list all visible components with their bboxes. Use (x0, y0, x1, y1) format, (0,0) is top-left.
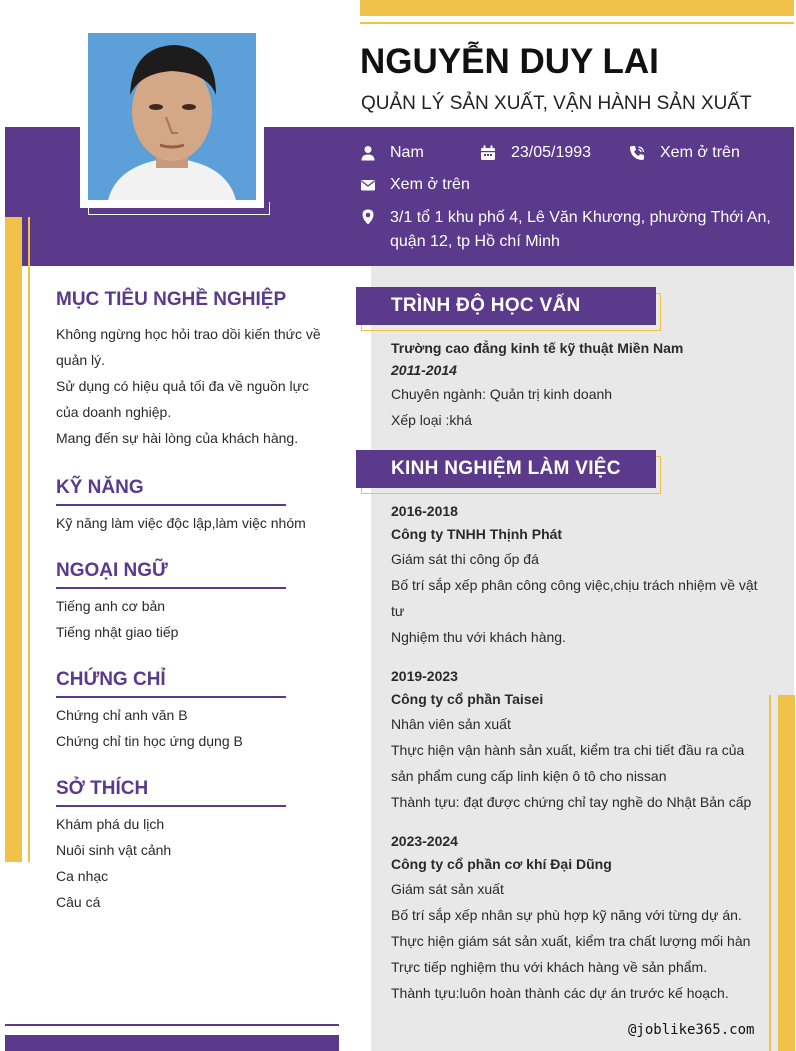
job-company: Công ty cổ phần cơ khí Đại Dũng (391, 856, 612, 872)
gender-value: Nam (390, 144, 424, 161)
certificates-section (56, 669, 326, 754)
languages-underline (56, 587, 286, 589)
job-company: Công ty cổ phần Taisei (391, 691, 544, 707)
hobby-item: Câu cá (56, 894, 101, 910)
school-name: Trường cao đẳng kinh tế kỹ thuật Miền Nam (391, 340, 684, 356)
education-heading: TRÌNH ĐỘ HỌC VẤN (391, 295, 581, 316)
left-gold-bar (5, 217, 22, 862)
birthdate-value: 23/05/1993 (511, 144, 592, 161)
job-period: 2016-2018 (391, 503, 458, 519)
watermark-text: @joblike365.com (628, 1022, 755, 1038)
contact-gender (360, 142, 424, 164)
skills-heading: KỸ NĂNG (56, 477, 144, 498)
contact-address (360, 206, 771, 254)
certificates-heading: CHỨNG CHỈ (56, 669, 166, 690)
school-period: 2011-2014 (391, 362, 457, 378)
job-line: Nghiệm thu với khách hàng. (391, 629, 566, 645)
hobby-item: Ca nhạc (56, 868, 109, 884)
experience-heading: KINH NGHIỆM LÀM VIỆC (391, 458, 621, 479)
job-line: Thực hiện giám sát sản xuất, kiểm tra chất lượng mối hàn (391, 933, 751, 949)
objective-line: quản lý. (56, 352, 106, 368)
education-details (391, 337, 761, 433)
certificate-item: Chứng chỉ tin học ứng dụng B (56, 733, 243, 749)
map-pin-icon (360, 209, 376, 225)
address-line-1: 3/1 tổ 1 khu phố 4, Lê Văn Khương, phường Thới An, (390, 209, 771, 226)
skills-underline (56, 504, 286, 506)
job-company: Công ty TNHH Thịnh Phát (391, 526, 563, 542)
job-line: Bố trí sắp xếp nhân sự phù hợp kỹ năng với từng dự án. (391, 907, 742, 923)
user-icon (360, 145, 376, 161)
bottom-purple-line (5, 1024, 339, 1026)
top-gold-bar (360, 0, 794, 16)
phone-value: Xem ở trên (660, 144, 740, 161)
skill-item: Kỹ năng làm việc độc lập,làm việc nhóm (56, 515, 306, 531)
job-line: Thực hiện vận hành sản xuất, kiểm tra chi tiết đầu ra của (391, 742, 745, 758)
languages-heading: NGOẠI NGỮ (56, 560, 168, 581)
hobby-item: Nuôi sinh vật cảnh (56, 842, 172, 858)
bottom-purple-bar (5, 1035, 339, 1051)
language-item: Tiếng anh cơ bản (56, 598, 166, 614)
phone-icon (629, 145, 645, 161)
language-item: Tiếng nhật giao tiếp (56, 624, 179, 640)
school-rank: Xếp loại :khá (391, 412, 472, 428)
hobbies-underline (56, 805, 286, 807)
left-gold-line (28, 217, 30, 862)
job-line: Bố trí sắp xếp phân công công việc,chịu trách nhiệm về vật (391, 577, 758, 593)
objective-section (56, 289, 326, 451)
job-entry (391, 665, 763, 815)
contact-birthdate (480, 142, 591, 164)
objective-heading: MỤC TIÊU NGHỀ NGHIỆP (56, 289, 287, 310)
contact-email (360, 174, 470, 196)
job-period: 2023-2024 (391, 833, 458, 849)
avatar (88, 33, 256, 200)
certificates-underline (56, 696, 286, 698)
job-line: sản phẩm cung cấp linh kiện ô tô cho nissan (391, 768, 667, 784)
hobby-item: Khám phá du lịch (56, 816, 165, 832)
hobbies-heading: SỞ THÍCH (56, 778, 149, 799)
job-title: QUẢN LÝ SẢN XUẤT, VẬN HÀNH SẢN XUẤT (361, 93, 752, 114)
email-value: Xem ở trên (390, 176, 470, 193)
job-line: Thành tựu: đạt được chứng chỉ tay nghề do Nhật Bản cấp (391, 794, 752, 810)
job-line: Trực tiếp nghiệm thu với khách hàng về sản phẩm. (391, 959, 708, 975)
job-line: tư (391, 603, 405, 619)
top-gold-line (360, 22, 794, 24)
job-line: Nhân viên sản xuất (391, 716, 511, 732)
certificate-item: Chứng chỉ anh văn B (56, 707, 188, 723)
job-entry (391, 500, 763, 650)
envelope-icon (360, 177, 376, 193)
objective-line: của doanh nghiệp. (56, 404, 172, 420)
job-period: 2019-2023 (391, 668, 458, 684)
hobbies-section (56, 778, 326, 915)
job-entry (391, 830, 763, 1006)
job-line: Giám sát thi công ốp đá (391, 551, 539, 567)
contact-phone (629, 142, 740, 164)
objective-line: Mang đến sự hài lòng của khách hàng. (56, 430, 299, 446)
objective-line: Không ngừng học hỏi trao dồi kiến thức về (56, 326, 321, 342)
right-gold-bar (778, 695, 795, 1051)
job-line: Thành tựu:luôn hoàn thành các dự án trước kế hoạch. (391, 985, 729, 1001)
languages-section (56, 560, 326, 645)
skills-section (56, 477, 326, 536)
calendar-icon (480, 145, 496, 161)
right-gold-line (769, 695, 771, 1051)
address-line-2: quận 12, tp Hồ chí Minh (390, 233, 560, 250)
objective-line: Sử dụng có hiệu quả tối đa về nguồn lực (56, 378, 310, 394)
job-line: Giám sát sản xuất (391, 881, 504, 897)
school-major: Chuyên ngành: Quản trị kinh doanh (391, 386, 613, 402)
person-name: NGUYỄN DUY LAI (360, 42, 659, 81)
